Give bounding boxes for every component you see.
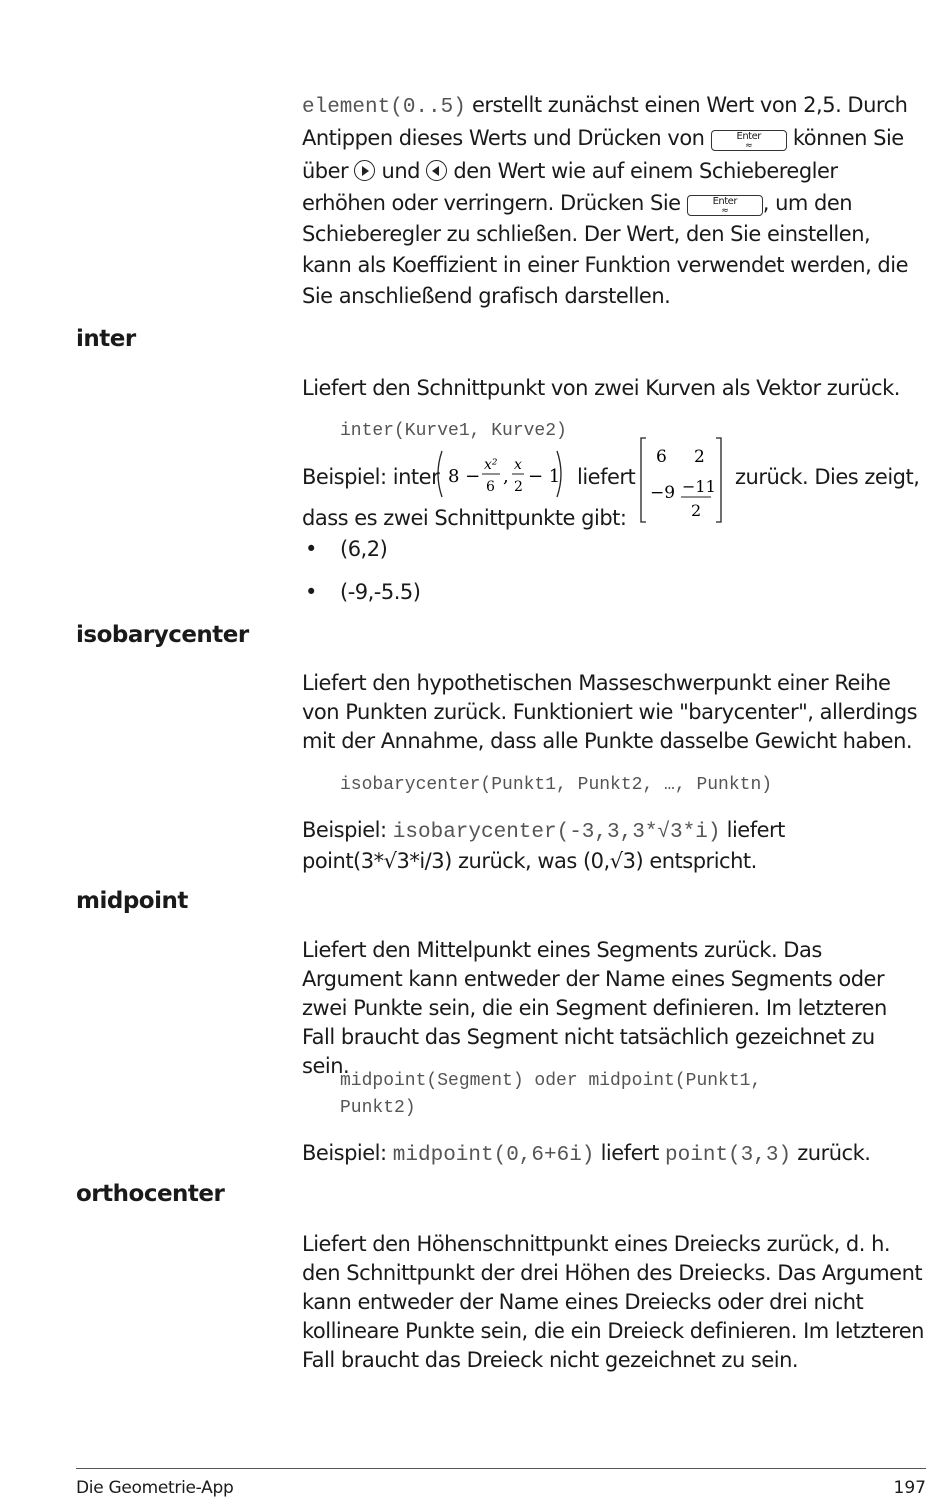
matrix-right-bracket: [716, 438, 721, 522]
footer-rule: [76, 1468, 926, 1469]
bullet-item: (6,2): [340, 537, 388, 561]
matrix-cell: 2: [694, 447, 705, 467]
text: liefert: [577, 465, 636, 489]
enter-key-icon: [687, 195, 763, 216]
key-sublabel: ≈: [721, 206, 729, 216]
example-line-2: point(3*√3*i/3) zurück, was (0,√3) entspricht.: [302, 849, 757, 873]
example-line-1: [302, 816, 924, 847]
text: zurück.: [791, 1141, 871, 1165]
midpoint-example: [302, 1138, 924, 1171]
inter-description: Liefert den Schnittpunkt von zwei Kurven als Vektor zurück.: [302, 376, 900, 400]
key-sublabel: ≈: [745, 141, 753, 151]
text: liefert: [720, 818, 785, 842]
midpoint-description: Liefert den Mittelpunkt eines Segments zurück. Das Argument kann entweder der Name eines Segments oder zwei Punkte sein, die ein Segment definieren. Im letzteren Fall braucht das Segment nicht tatsächlich gezeichnet zu sein.: [302, 938, 887, 1078]
key-label: Enter: [736, 131, 761, 142]
bullet-marker: •: [305, 537, 318, 561]
inter-formula: [434, 449, 574, 499]
isobarycenter-description: Liefert den hypothetischen Masseschwerpunkt einer Reihe von Punkten zurück. Funktioniert wie "barycenter", allerdings mit der Annahme, dass alle Punkte dasselbe Gewicht haben.: [302, 671, 918, 753]
bullet-marker: •: [305, 580, 318, 604]
fraction-denominator: 6: [486, 479, 495, 495]
text: über: [302, 159, 355, 183]
text: erhöhen oder verringern. Drücken Sie: [302, 191, 687, 215]
syntax-line: midpoint(Segment) oder midpoint(Punkt1,: [340, 1071, 762, 1091]
isobarycenter-syntax: isobarycenter(Punkt1, Punkt2, …, Punktn): [340, 775, 773, 795]
text: Antippen dieses Werts und Drücken von: [302, 126, 711, 150]
matrix-left-bracket: [641, 438, 646, 522]
section-heading-inter: inter: [76, 326, 136, 352]
text: Beispiel: inter: [302, 465, 440, 489]
text: und: [375, 159, 427, 183]
footer-chapter-title: Die Geometrie-App: [76, 1478, 234, 1498]
left-arrow-key-icon: [426, 160, 447, 181]
inline-code: element(0..5): [302, 96, 466, 119]
inline-code: midpoint(0,6+6i): [392, 1144, 595, 1167]
text: Beispiel:: [302, 818, 393, 842]
fraction-denominator: 2: [691, 501, 702, 520]
intro-line-4: [302, 187, 924, 219]
fraction-numerator: x²: [484, 457, 498, 473]
inline-code: point(3,3): [665, 1144, 792, 1167]
formula-term: 8 −: [448, 466, 481, 487]
text: den Wert wie auf einem Schieberegler: [447, 159, 838, 183]
isobarycenter-example: [302, 816, 924, 876]
formula-term: − 1: [528, 466, 561, 487]
inter-example-line-2: dass es zwei Schnittpunkte gibt:: [302, 506, 627, 530]
left-paren: [438, 451, 442, 497]
inter-syntax: inter(Kurve1, Kurve2): [340, 421, 567, 441]
comma: ,: [503, 466, 509, 487]
intro-line-2: [302, 122, 924, 155]
enter-key-icon: [711, 130, 787, 151]
syntax-line: Punkt2): [340, 1098, 416, 1118]
text: können Sie: [786, 126, 904, 150]
orthocenter-description: Liefert den Höhenschnittpunkt eines Dreiecks zurück, d. h. den Schnittpunkt der drei Höhen des Dreiecks. Das Argument kann entweder der Name eines Dreiecks oder drei nicht kollineare Punkte sein, die ein Dreieck definieren. Im letzteren Fall braucht das Dreieck nicht gezeichnet zu sein.: [302, 1232, 924, 1372]
text: zurück. Dies zeigt,: [735, 465, 920, 489]
fraction-denominator: 2: [514, 479, 523, 495]
inline-code: isobarycenter(-3,3,3*√3*i): [392, 821, 721, 844]
text: Beispiel:: [302, 1141, 393, 1165]
fraction-numerator: x: [514, 457, 522, 473]
fraction-numerator: −11: [682, 477, 716, 496]
text: , um den: [762, 191, 853, 215]
result-matrix: [640, 436, 722, 524]
intro-line-1: [302, 91, 924, 122]
intro-line-3: [302, 155, 924, 187]
section-heading-isobarycenter: isobarycenter: [76, 622, 249, 648]
intro-paragraph: [302, 91, 924, 312]
midpoint-syntax: [340, 1068, 920, 1122]
bullet-item: (-9,-5.5): [340, 580, 421, 604]
text: liefert: [594, 1141, 666, 1165]
section-heading-orthocenter: orthocenter: [76, 1181, 225, 1207]
matrix-cell: −9: [650, 483, 676, 503]
section-heading-midpoint: midpoint: [76, 888, 188, 914]
text: erstellt zunächst einen Wert von 2,5. Durch: [465, 93, 908, 117]
matrix-cell: 6: [656, 447, 667, 467]
key-label: Enter: [712, 196, 737, 207]
page-number: 197: [893, 1478, 926, 1498]
intro-rest: Schieberegler zu schließen. Der Wert, den Sie einstellen, kann als Koeffizient in einer Funktion verwendet werden, die Sie anschließend grafisch darstellen.: [302, 222, 909, 308]
right-arrow-key-icon: [354, 160, 375, 181]
